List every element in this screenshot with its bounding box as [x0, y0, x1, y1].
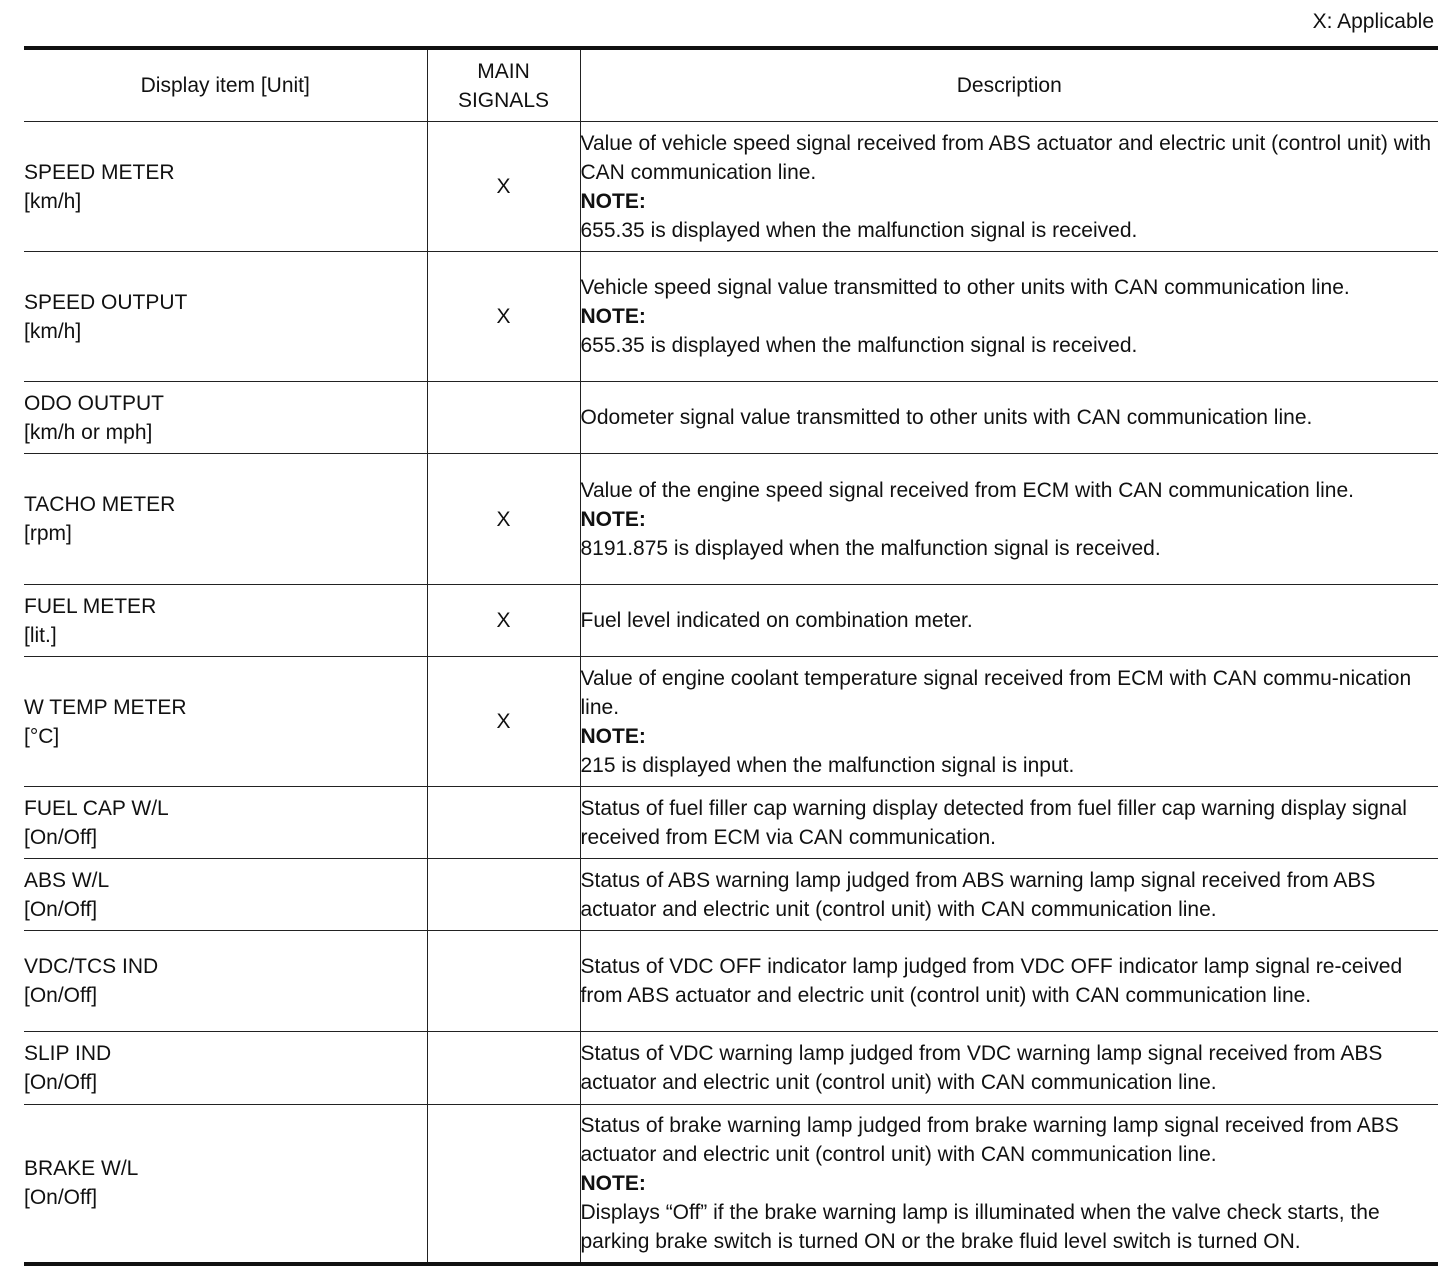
- table-row: [24, 585, 1438, 657]
- display-item-unit: [lit.]: [24, 623, 57, 647]
- display-item-name: ODO OUTPUT: [24, 391, 164, 415]
- description-cell: [580, 859, 1438, 931]
- display-item-unit: [km/h]: [24, 189, 82, 213]
- table-row: [24, 1105, 1438, 1264]
- table-row: [24, 1032, 1438, 1105]
- description-text: Status of brake warning lamp judged from brake warning lamp signal received from ABS actuator and electric unit (control unit) with CAN communication line.: [580, 1113, 1399, 1166]
- display-item-cell: [24, 454, 427, 585]
- note-label: NOTE:: [580, 507, 646, 531]
- display-item-unit: [On/Off]: [24, 984, 98, 1007]
- display-item-unit: [On/Off]: [24, 1071, 98, 1094]
- note-label: NOTE:: [580, 1171, 646, 1195]
- display-item-name: SPEED OUTPUT: [24, 290, 188, 314]
- note-label: NOTE:: [580, 724, 646, 748]
- description-cell: [580, 454, 1438, 585]
- display-item-unit: [On/Off]: [24, 1186, 98, 1210]
- description-text: Fuel level indicated on combination meter.: [580, 609, 973, 632]
- description-text: Value of engine coolant temperature signal received from ECM with CAN commu-nication line.: [580, 666, 1412, 719]
- note-label: NOTE:: [580, 189, 646, 213]
- display-item-name: W TEMP METER: [24, 695, 187, 719]
- main-signal-cell: [427, 859, 580, 931]
- main-signal-mark: X: [496, 305, 511, 328]
- note-text: 655.35 is displayed when the malfunction signal is received.: [580, 218, 1138, 242]
- display-item-cell: [24, 585, 427, 657]
- display-item-cell: [24, 382, 427, 454]
- display-item-name: SLIP IND: [24, 1042, 112, 1065]
- description-cell: [580, 787, 1438, 859]
- display-item-cell: [24, 122, 427, 252]
- display-item-unit: [°C]: [24, 724, 60, 748]
- display-item-name: TACHO METER: [24, 493, 176, 516]
- display-item-cell: [24, 931, 427, 1032]
- display-item-table: [24, 46, 1438, 1266]
- main-signal-mark: X: [496, 609, 511, 632]
- table-row: [24, 931, 1438, 1032]
- main-signal-cell: [427, 382, 580, 454]
- header-main-signals: [427, 48, 580, 122]
- display-item-name: VDC/TCS IND: [24, 955, 159, 978]
- display-item-cell: [24, 252, 427, 382]
- display-item-name: ABS W/L: [24, 868, 110, 892]
- header-description: Description: [580, 48, 1438, 122]
- description-cell: [580, 657, 1438, 787]
- main-signal-cell: [427, 454, 580, 585]
- display-item-unit: [km/h]: [24, 319, 82, 343]
- description-text: Value of vehicle speed signal received from ABS actuator and electric unit (control unit) with CAN communication line.: [580, 131, 1432, 184]
- note-text: 8191.875 is displayed when the malfunction signal is received.: [580, 536, 1161, 560]
- description-cell: [580, 1032, 1438, 1105]
- display-item-name: BRAKE W/L: [24, 1157, 139, 1181]
- main-signal-cell: [427, 1105, 580, 1264]
- main-signal-mark: X: [496, 507, 511, 531]
- table-row: [24, 382, 1438, 454]
- display-item-name: FUEL METER: [24, 594, 157, 618]
- table-body: [24, 122, 1438, 1264]
- description-text: Status of ABS warning lamp judged from ABS warning lamp signal received from ABS actuator and electric unit (control unit) with CAN communication line.: [580, 868, 1376, 921]
- main-signal-cell: [427, 122, 580, 252]
- table-row: [24, 859, 1438, 931]
- display-item-name: SPEED METER: [24, 160, 175, 184]
- header-display-item: Display item [Unit]: [24, 48, 427, 122]
- description-text: Vehicle speed signal value transmitted to other units with CAN communication line.: [580, 276, 1350, 299]
- description-text: Value of the engine speed signal received from ECM with CAN communication line.: [580, 478, 1354, 502]
- display-item-cell: [24, 1105, 427, 1264]
- display-item-cell: [24, 787, 427, 859]
- table-row: [24, 454, 1438, 585]
- description-cell: [580, 931, 1438, 1032]
- header-main-line1: MAIN: [477, 59, 530, 83]
- display-item-cell: [24, 1032, 427, 1105]
- main-signal-cell: [427, 931, 580, 1032]
- description-cell: [580, 382, 1438, 454]
- legend-applicable: X: Applicable: [1312, 10, 1434, 33]
- display-item-name: FUEL CAP W/L: [24, 796, 169, 820]
- description-cell: [580, 252, 1438, 382]
- table-row: [24, 787, 1438, 859]
- description-cell: [580, 122, 1438, 252]
- table-row: [24, 657, 1438, 787]
- header-main-line2: SIGNALS: [457, 88, 550, 112]
- display-item-unit: [km/h or mph]: [24, 420, 153, 444]
- main-signal-cell: [427, 1032, 580, 1105]
- note-label: NOTE:: [580, 305, 646, 328]
- main-signal-cell: [427, 252, 580, 382]
- description-text: Status of VDC OFF indicator lamp judged from VDC OFF indicator lamp signal re-ceived from ABS actuator and electric unit (control unit) with CAN communication line.: [580, 955, 1403, 1007]
- display-item-unit: [rpm]: [24, 522, 72, 545]
- main-signal-cell: [427, 585, 580, 657]
- display-item-unit: [On/Off]: [24, 897, 98, 921]
- table-row: [24, 252, 1438, 382]
- main-signal-mark: X: [496, 710, 511, 733]
- main-signal-cell: [427, 787, 580, 859]
- display-item-cell: [24, 859, 427, 931]
- description-text: Status of VDC warning lamp judged from VDC warning lamp signal received from ABS actuator and electric unit (control unit) with CAN communication line.: [580, 1042, 1383, 1094]
- main-signal-mark: X: [496, 175, 511, 198]
- table-row: [24, 122, 1438, 252]
- note-text: Displays “Off” if the brake warning lamp is illuminated when the valve check starts, the parking brake switch is turned ON or the brake fluid level switch is turned ON.: [580, 1200, 1380, 1253]
- display-item-cell: [24, 657, 427, 787]
- table-header-row: [24, 48, 1438, 122]
- main-signal-cell: [427, 657, 580, 787]
- description-cell: [580, 1105, 1438, 1264]
- description-text: Odometer signal value transmitted to other units with CAN communication line.: [580, 406, 1313, 429]
- description-cell: [580, 585, 1438, 657]
- note-text: 655.35 is displayed when the malfunction signal is received.: [580, 334, 1138, 357]
- description-text: Status of fuel filler cap warning display detected from fuel filler cap warning display signal received from ECM via CAN communication.: [580, 796, 1407, 849]
- note-text: 215 is displayed when the malfunction signal is input.: [580, 753, 1075, 777]
- display-item-unit: [On/Off]: [24, 825, 98, 849]
